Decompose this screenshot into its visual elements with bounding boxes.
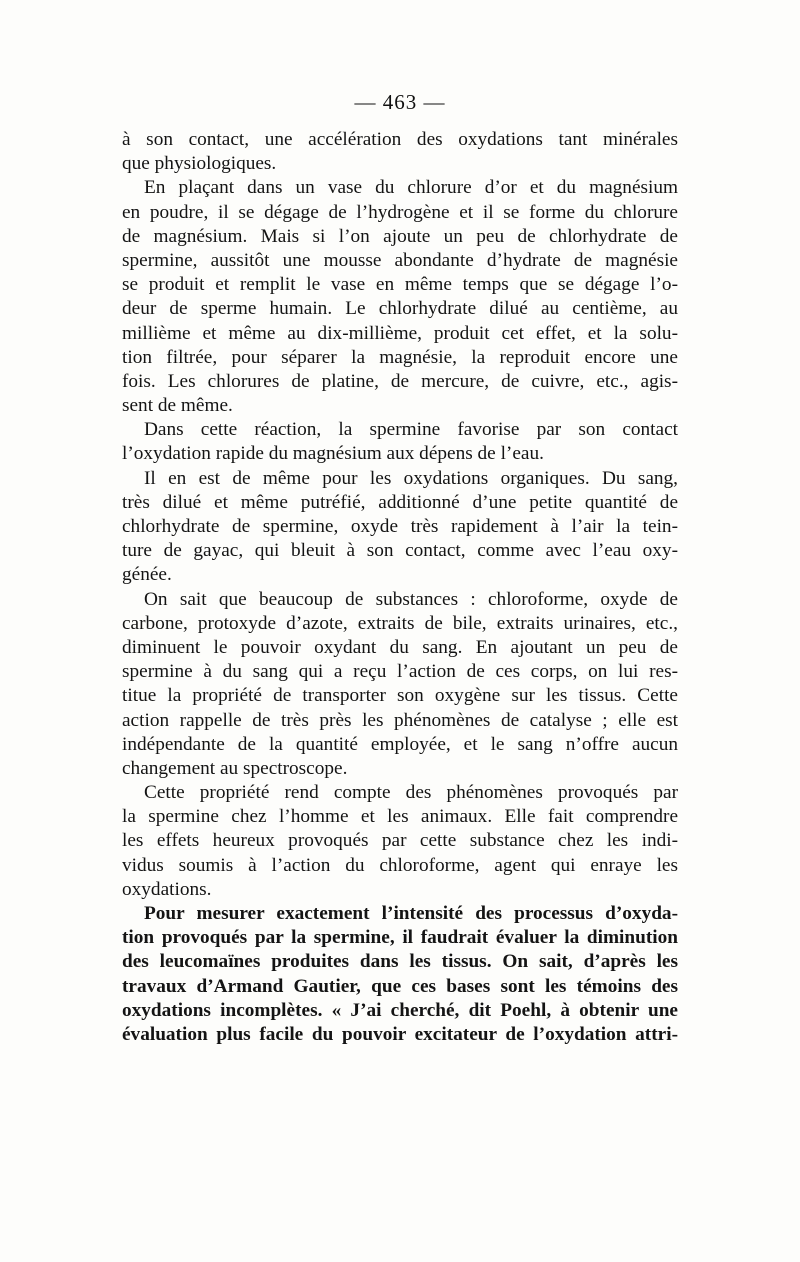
text-line: Cette propriété rend compte des phénomènes provoqués par xyxy=(144,782,678,804)
text-line: des leucomaïnes produites dans les tissus. On sait, d’après les xyxy=(122,951,678,973)
text-line: sent de même. xyxy=(122,395,233,417)
text-line: évaluation plus facile du pouvoir excitateur de l’oxydation attri- xyxy=(122,1023,678,1045)
text-line: que physiologiques. xyxy=(122,153,277,175)
text-line: la spermine chez l’homme et les animaux. Elle fait comprendre xyxy=(122,806,678,828)
text-line: carbone, protoxyde d’azote, extraits de bile, extraits urinaires, etc., xyxy=(122,612,678,634)
text-line: indépendante de la quantité employée, et le sang n’offre aucun xyxy=(122,733,678,755)
text-line: spermine, aussitôt une mousse abondante d’hydrate de magnésie xyxy=(122,249,678,271)
text-line: les effets heureux provoqués par cette substance chez les indi- xyxy=(122,830,678,852)
page-number: — 463 — xyxy=(354,90,446,114)
text-line: millième et même au dix-millième, produit cet effet, et la solu- xyxy=(122,322,678,344)
text-line: se produit et remplit le vase en même temps que se dégage l’o- xyxy=(122,274,678,296)
text-line: l’oxydation rapide du magnésium aux dépens de l’eau. xyxy=(122,443,544,465)
text-line: Il en est de même pour les oxydations organiques. Du sang, xyxy=(144,467,678,489)
text-line: tion filtrée, pour séparer la magnésie, la reproduit encore une xyxy=(122,346,678,368)
body-text xyxy=(122,128,678,1047)
text-line: en poudre, il se dégage de l’hydrogène et il se forme du chlorure xyxy=(122,201,678,223)
text-line: Dans cette réaction, la spermine favorise par son contact xyxy=(144,419,678,441)
text-line: diminuent le pouvoir oxydant du sang. En ajoutant un peu de xyxy=(122,636,678,658)
text-line: vidus soumis à l’action du chloroforme, agent qui enraye les xyxy=(122,854,678,876)
text-line: action rappelle de très près les phénomènes de catalyse ; elle est xyxy=(122,709,678,731)
text-line: tion provoqués par la spermine, il faudrait évaluer la diminution xyxy=(122,927,678,949)
text-line: oxydations incomplètes. « J’ai cherché, dit Poehl, à obtenir une xyxy=(122,999,678,1021)
text-line: titue la propriété de transporter son oxygène sur les tissus. Cette xyxy=(122,685,678,707)
text-line: travaux d’Armand Gautier, que ces bases sont les témoins des xyxy=(122,975,678,997)
text-line: fois. Les chlorures de platine, de mercure, de cuivre, etc., agis- xyxy=(122,370,678,392)
text-line: En plaçant dans un vase du chlorure d’or et du magnésium xyxy=(144,177,678,199)
text-line: de magnésium. Mais si l’on ajoute un peu de chlorhydrate de xyxy=(122,225,678,247)
text-line: spermine à du sang qui a reçu l’action de ces corps, on lui res- xyxy=(122,661,678,683)
text-line: oxydations. xyxy=(122,878,212,900)
text-line: chlorhydrate de spermine, oxyde très rapidement à l’air la tein- xyxy=(122,516,678,537)
text-line: deur de sperme humain. Le chlorhydrate dilué au centième, au xyxy=(122,298,678,320)
text-line: changement au spectroscope. xyxy=(122,757,348,779)
text-line: génée. xyxy=(122,564,172,586)
text-line: Pour mesurer exactement l’intensité des processus d’oxyda- xyxy=(144,903,678,924)
text-line: très dilué et même putréfié, additionné d’une petite quantité de xyxy=(122,491,678,513)
text-line: à son contact, une accélération des oxydations tant minérales xyxy=(122,129,678,150)
text-line: ture de gayac, qui bleuit à son contact, comme avec l’eau oxy- xyxy=(122,540,678,562)
text-line: On sait que beaucoup de substances : chloroforme, oxyde de xyxy=(144,588,678,610)
